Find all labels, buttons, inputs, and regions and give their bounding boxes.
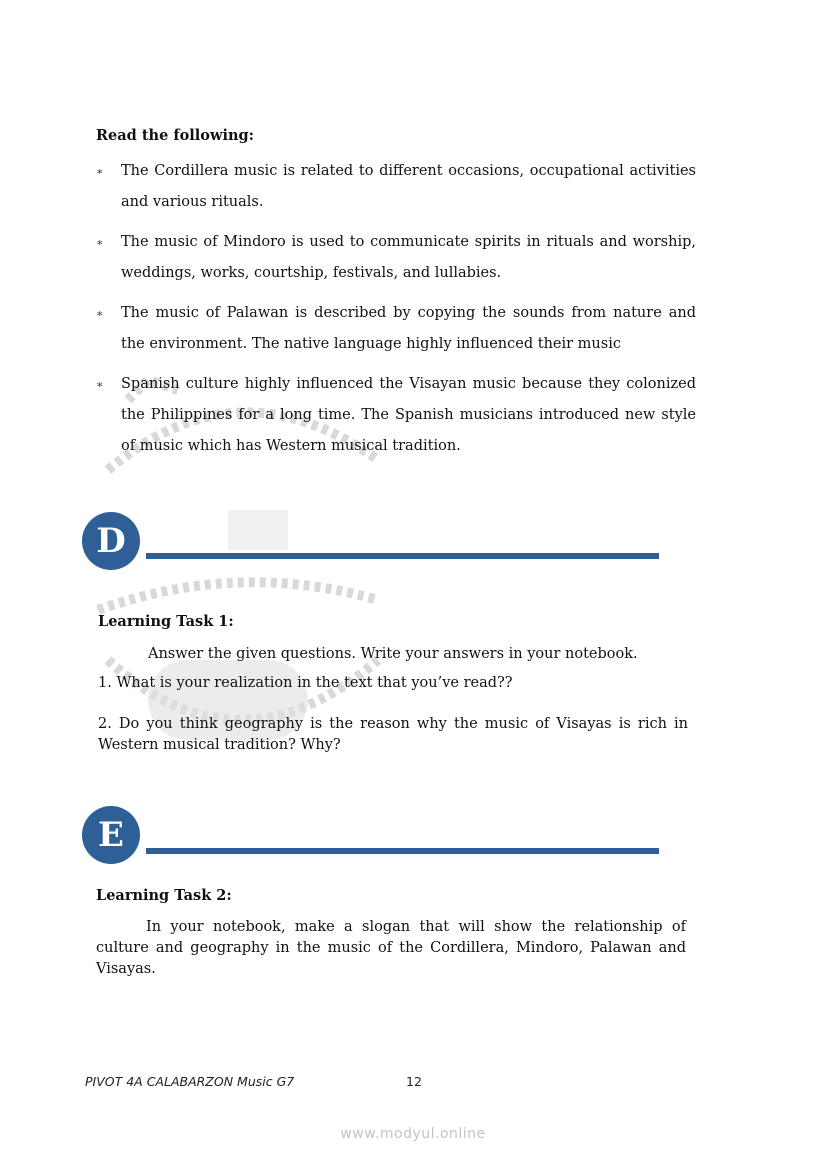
- asterisk-bullet-icon: ∗: [96, 307, 104, 320]
- section-e-badge: E: [82, 806, 140, 864]
- question-1: 1. What is your realization in the text that you’ve read??: [98, 675, 513, 691]
- website-watermark: www.modyul.online: [340, 1126, 486, 1142]
- page-number: 12: [406, 1074, 422, 1089]
- learning-task-1-instruction: Answer the given questions. Write your answers in your notebook.: [148, 646, 638, 662]
- list-item: ∗ The music of Palawan is described by copying the sounds from nature and the environment. The native language highly influenced their music: [96, 298, 696, 360]
- footer-title: PIVOT 4A CALABARZON Music G7: [85, 1074, 295, 1089]
- list-item: ∗ Spanish culture highly influenced the Visayan music because they colonized the Philippines for a long time. The Spanish musicians introduced new style of music which has Western musical tradition.: [96, 369, 696, 462]
- asterisk-bullet-icon: ∗: [96, 165, 104, 178]
- section-d-badge: D: [82, 512, 140, 570]
- learning-task-2-instruction: In your notebook, make a slogan that will show the relationship of culture and geography in the music of the Cordillera, Mindoro, Palawan and Visayas.: [96, 919, 686, 977]
- section-d-rule: [146, 553, 659, 559]
- learning-task-2-title: Learning Task 2:: [96, 887, 232, 904]
- asterisk-bullet-icon: ∗: [96, 236, 104, 249]
- list-item: ∗ The Cordillera music is related to different occasions, occupational activities and various rituals.: [96, 156, 696, 218]
- question-2: 2. Do you think geography is the reason why the music of Visayas is rich in Western musical tradition? Why?: [98, 716, 688, 753]
- section-e-rule: [146, 848, 659, 854]
- read-heading: Read the following:: [96, 127, 254, 144]
- reading-bullet-list: [96, 156, 696, 471]
- learning-task-1-title: Learning Task 1:: [98, 613, 234, 630]
- list-item: ∗ The music of Mindoro is used to communicate spirits in rituals and worship, weddings, works, courtship, festivals, and lullabies.: [96, 227, 696, 289]
- asterisk-bullet-icon: ∗: [96, 378, 104, 391]
